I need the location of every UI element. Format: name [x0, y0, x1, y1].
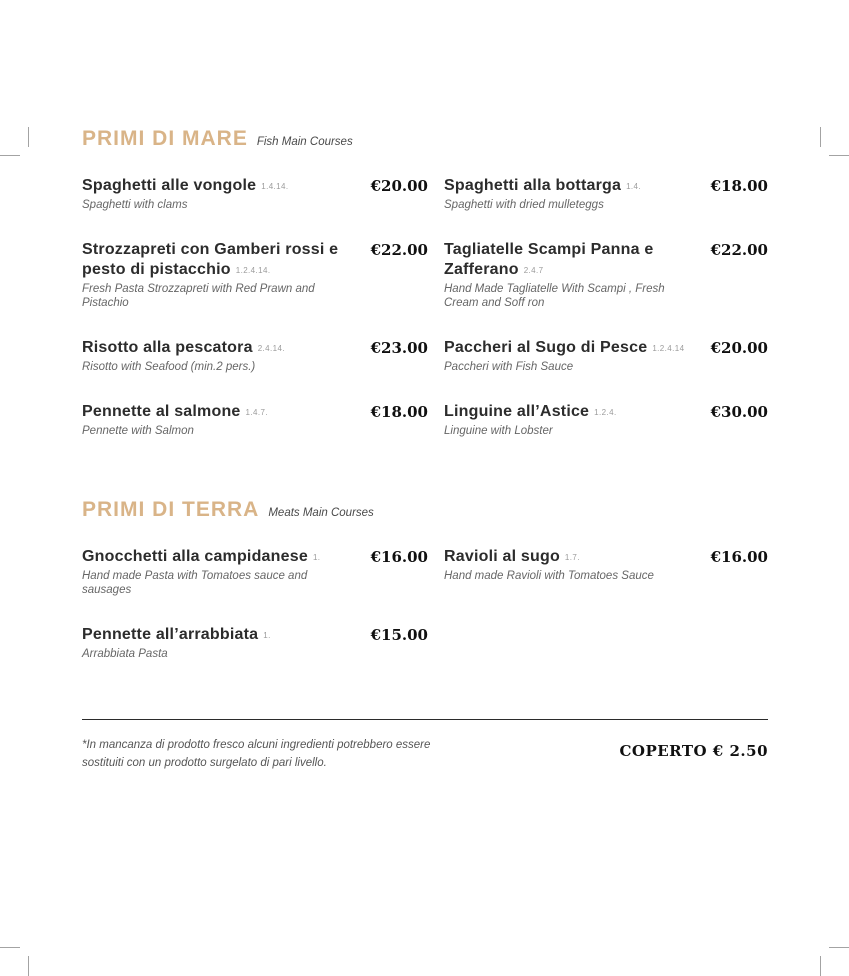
allergen-codes: 1.2.4.	[594, 408, 617, 418]
menu-item-tagliatelle-scampi	[444, 240, 768, 310]
item-description: Pennette with Salmon	[82, 425, 194, 438]
item-name-text: Tagliatelle Scampi Panna e Zafferano	[444, 241, 654, 279]
item-name	[82, 547, 359, 567]
item-description: Risotto with Seafood (min.2 pers.)	[82, 361, 256, 374]
item-description: Spaghetti with clams	[82, 199, 188, 212]
section-header-primi-di-terra	[82, 498, 768, 521]
item-price: €18.00	[370, 403, 428, 422]
item-name-text: Pennette all’arrabbiata	[82, 626, 259, 644]
section-subtitle: Meats Main Courses	[268, 507, 374, 520]
menu-item-gnocchetti	[82, 547, 428, 597]
item-price: €20.00	[710, 339, 768, 358]
crop-mark-bottom-right-vertical	[820, 956, 821, 976]
allergen-codes: 1.	[263, 631, 271, 641]
crop-mark-top-right-vertical	[820, 127, 821, 147]
item-name-text: Ravioli al sugo	[444, 548, 560, 566]
item-name	[82, 402, 359, 422]
crop-mark-bottom-left-vertical	[28, 956, 29, 976]
allergen-codes: 1.2.4.14	[652, 344, 685, 354]
item-description: Hand made Ravioli with Tomatoes Sauce	[444, 570, 654, 583]
coperto-charge: COPERTO € 2.50	[619, 742, 768, 761]
section-header-primi-di-mare	[82, 127, 768, 150]
item-price: €20.00	[370, 177, 428, 196]
footer-divider	[82, 719, 768, 720]
item-name	[444, 176, 699, 196]
item-price: €23.00	[370, 339, 428, 358]
item-description: Linguine with Lobster	[444, 425, 553, 438]
item-price: €15.00	[370, 626, 428, 645]
item-description: Spaghetti with dried mulleteggs	[444, 199, 604, 212]
menu-item-spaghetti-bottarga	[444, 176, 768, 212]
section-title: PRIMI DI MARE	[82, 127, 248, 150]
menu-item-strozzapreti	[82, 240, 428, 310]
frozen-product-disclaimer: *In mancanza di prodotto fresco alcuni ingredienti potrebbero essere sostituiti con un prodotto surgelato di pari livello.	[82, 739, 431, 770]
item-name-text: Paccheri al Sugo di Pesce	[444, 339, 648, 357]
item-name	[82, 625, 359, 645]
menu-item-linguine-astice	[444, 402, 768, 438]
section-title: PRIMI DI TERRA	[82, 498, 260, 522]
item-name	[82, 240, 359, 280]
items-grid-mare	[82, 176, 768, 438]
item-name	[82, 176, 359, 196]
section-subtitle: Fish Main Courses	[256, 136, 353, 148]
item-price: €16.00	[710, 548, 768, 567]
crop-mark-bottom-right-horizontal	[829, 947, 849, 948]
allergen-codes: 1.4.14.	[261, 182, 289, 192]
item-description: Fresh Pasta Strozzapreti with Red Prawn and Pistachio	[82, 283, 315, 310]
item-name	[444, 402, 699, 422]
item-name	[444, 240, 699, 280]
item-price: €30.00	[710, 403, 768, 422]
allergen-codes: 1.7.	[564, 553, 580, 563]
allergen-codes: 1.4.7.	[245, 408, 268, 418]
item-description: Hand Made Tagliatelle With Scampi , Fresh Cream and Soff ron	[444, 283, 665, 310]
item-price: €22.00	[710, 241, 768, 260]
menu-item-pennette-salmone	[82, 402, 428, 438]
item-name	[444, 547, 699, 567]
item-name	[444, 338, 699, 358]
items-grid-terra	[82, 547, 768, 661]
item-name-text: Pennette al salmone	[82, 403, 241, 421]
allergen-codes: 1.2.4.14.	[235, 266, 271, 276]
allergen-codes: 1.4.	[626, 182, 642, 192]
allergen-codes: 2.4.14.	[257, 344, 285, 354]
item-description: Arrabbiata Pasta	[82, 648, 168, 661]
menu-item-ravioli-sugo	[444, 547, 768, 597]
item-price: €16.00	[370, 548, 428, 567]
crop-mark-bottom-left-horizontal	[0, 947, 20, 948]
menu-item-risotto-pescatora	[82, 338, 428, 374]
menu-item-paccheri	[444, 338, 768, 374]
item-name	[82, 338, 359, 358]
crop-mark-top-right-horizontal	[829, 155, 849, 156]
item-name-text: Gnocchetti alla campidanese	[82, 548, 308, 566]
menu-item-spaghetti-vongole	[82, 176, 428, 212]
item-description: Paccheri with Fish Sauce	[444, 361, 574, 374]
menu-item-pennette-arrabbiata	[82, 625, 428, 661]
item-price: €18.00	[710, 177, 768, 196]
crop-mark-top-left-horizontal	[0, 155, 20, 156]
menu-footer	[82, 719, 768, 773]
item-name-text: Linguine all’Astice	[444, 403, 590, 421]
item-name-text: Risotto alla pescatora	[82, 339, 253, 357]
item-description: Hand made Pasta with Tomatoes sauce and sausages	[82, 570, 308, 597]
crop-mark-top-left-vertical	[28, 127, 29, 147]
item-price: €22.00	[370, 241, 428, 260]
allergen-codes: 1.	[312, 553, 321, 563]
item-name-text: Strozzapreti con Gamberi rossi e pesto di pistacchio	[82, 241, 339, 279]
allergen-codes: 2.4.7	[523, 266, 544, 276]
item-name-text: Spaghetti alla bottarga	[444, 177, 622, 195]
item-name-text: Spaghetti alle vongole	[82, 177, 257, 195]
